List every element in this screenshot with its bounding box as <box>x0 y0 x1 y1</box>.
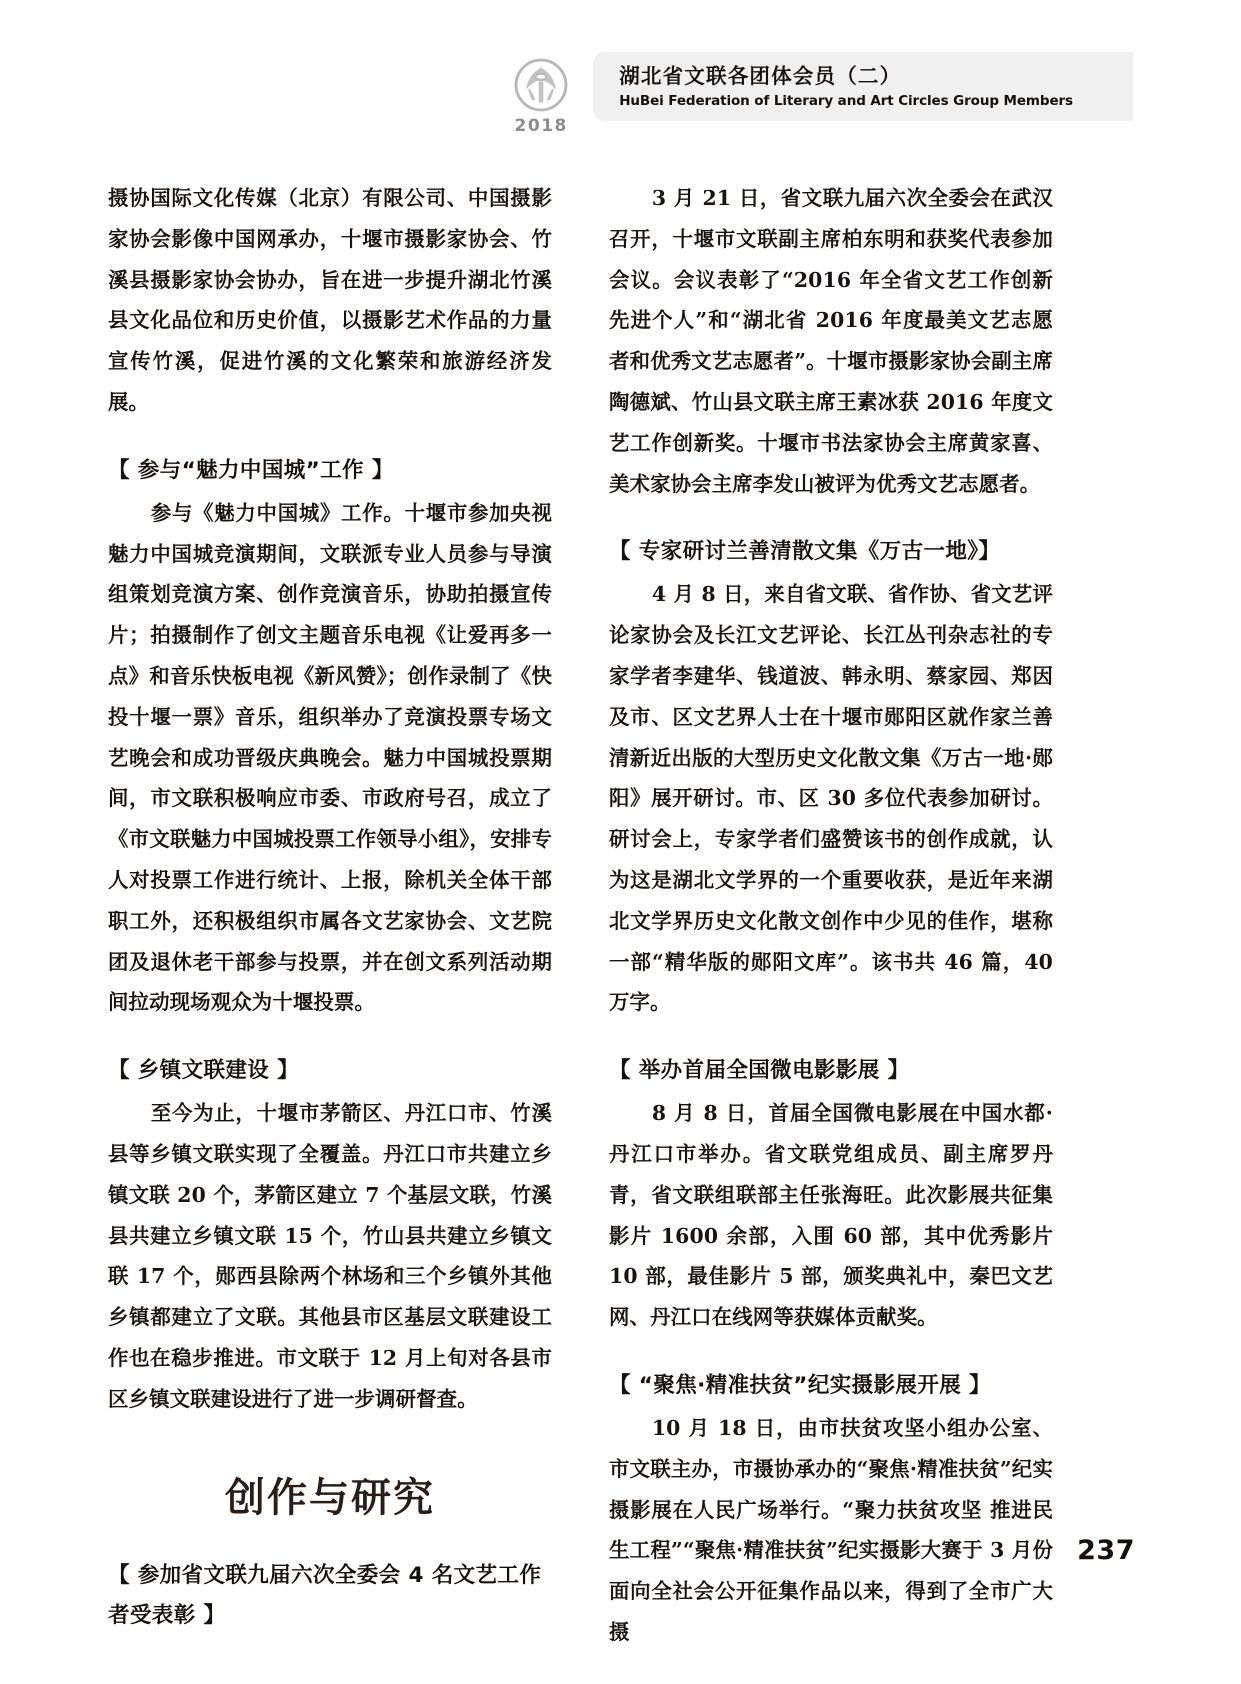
heading-four-art-workers-commended: 【 参加省文联九届六次全委会 4 名文艺工作者受表彰 】 <box>108 1562 542 1628</box>
paragraph-focus-precise-poverty-alleviation-exhibition: 10 月 18 日，由市扶贫攻坚小组办公室、市文联主办，市摄协承办的“聚焦·精准扶贫”纪实摄影展在人民广场举行。“聚力扶贫攻坚 推进民生工程”“聚焦·精准扶贫”纪实摄影大赛于 3 月份面向全社会公开征集作品以来，得到了全市广大摄 <box>609 1415 1053 1644</box>
header-title-chinese: 湖北省文联各团体会员（二） <box>619 64 902 88</box>
heading-expert-seminar-lanshanqing: 【 专家研讨兰善清散文集《万古一地》】 <box>609 539 1001 565</box>
running-header <box>0 52 1241 138</box>
running-header-inner <box>493 52 1133 136</box>
header-title-english: HuBei Federation of Literary and Art Circles Group Members <box>619 92 1073 109</box>
section-title-creation-and-research: 创作与研究 <box>225 1474 435 1521</box>
emblem-block <box>493 52 589 136</box>
heading-township-federation-construction: 【 乡镇文联建设 】 <box>108 1058 299 1084</box>
header-title-plate <box>593 52 1133 121</box>
paragraph-expert-seminar-lanshanqing: 4 月 8 日，来自省文联、省作协、省文艺评论家协会及长江文艺评论、长江丛刊杂志社的专家学者李建华、钱道波、韩永明、蔡家园、郑因及市、区文艺界人士在十堰市郧阳区就作家兰善清新近出版的大型历史文化散文集《万古一地·郧阳》展开研讨。市、区 30 多位代表参加研讨。研讨会上，专家学者们盛赞该书的创作成就，认为这是湖北文学界的一个重要收获，是近年来湖北文学界历史文化散文创作中少见的佳作，堪称一部“精华版的郧阳文库”。该书共 46 篇，40 万字。 <box>609 582 1053 1015</box>
paragraph-charming-china-city: 参与《魅力中国城》工作。十堰市参加央视魅力中国城竞演期间，文联派专业人员参与导演组策划竞演方案、创作竞演音乐，协助拍摄宣传片；拍摄制作了创文主题音乐电视《让爱再多一点》和音乐快板电视《新风赞》；创作录制了《快投十堰一票》音乐，组织举办了竞演投票专场文艺晚会和成功晋级庆典晚会。魅力中国城投票期间，市文联积极响应市委、市政府号召，成立了《市文联魅力中国城投票工作领导小组》，安排专人对投票工作进行统计、上报，除机关全体干部职工外，还积极组织市属各文艺家协会、文艺院团及退休老干部参与投票，并在创文系列活动期间拉动现场观众为十堰投票。 <box>108 500 552 1015</box>
page-number: 237 <box>1077 1535 1135 1566</box>
emblem-year: 2018 <box>514 116 568 136</box>
paragraph-township-federation-construction: 至今为止，十堰市茅箭区、丹江口市、竹溪县等乡镇文联实现了全覆盖。丹江口市共建立乡镇文联 20 个，茅箭区建立 7 个基层文联，竹溪县共建立乡镇文联 15 个，竹山县共建立乡镇文联 17 个，郧西县除两个林场和三个乡镇外其他乡镇都建立了文联。其他县市区基层文联建设工作也在稳步推进。市文联于 12 月上旬对各县市区乡镇文联建设进行了进一步调研督查。 <box>108 1101 552 1411</box>
left-column <box>108 178 552 1628</box>
heading-charming-china-city: 【 参与“魅力中国城”工作 】 <box>108 457 394 483</box>
right-column <box>609 178 1053 1644</box>
heading-focus-precise-poverty-alleviation-exhibition: 【 “聚焦·精准扶贫”纪实摄影展开展 】 <box>609 1372 991 1398</box>
federation-circle-emblem-icon <box>512 56 570 114</box>
paragraph-photography-media: 摄协国际文化传媒（北京）有限公司、中国摄影家协会影像中国网承办，十堰市摄影家协会、竹溪县摄影家协会协办，旨在进一步提升湖北竹溪县文化品位和历史价值，以摄影艺术作品的力量宣传竹溪，促进竹溪的文化繁荣和旅游经济发展。 <box>108 186 552 414</box>
paragraph-first-national-micro-film-exhibition: 8 月 8 日，首届全国微电影展在中国水都·丹江口市举办。省文联党组成员、副主席罗丹青，省文联组联部主任张海旺。此次影展共征集影片 1600 余部，入围 60 部，其中优秀影片 10 部，最佳影片 5 部，颁奖典礼中，秦巴文艺网、丹江口在线网等获媒体贡献奖。 <box>609 1101 1053 1330</box>
heading-first-national-micro-film-exhibition: 【 举办首届全国微电影影展 】 <box>609 1058 910 1084</box>
paragraph-ninth-plenary-session: 3 月 21 日，省文联九届六次全委会在武汉召开，十堰市文联副主席柏东明和获奖代表参加会议。会议表彰了“2016 年全省文艺工作创新先进个人”和“湖北省 2016 年度最美文艺志愿者和优秀文艺志愿者”。十堰市摄影家协会副主席陶德斌、竹山县文联主席王素冰获 2016 年度文艺工作创新奖。十堰市书法家协会主席黄家喜、美术家协会主席李发山被评为优秀文艺志愿者。 <box>609 186 1053 496</box>
